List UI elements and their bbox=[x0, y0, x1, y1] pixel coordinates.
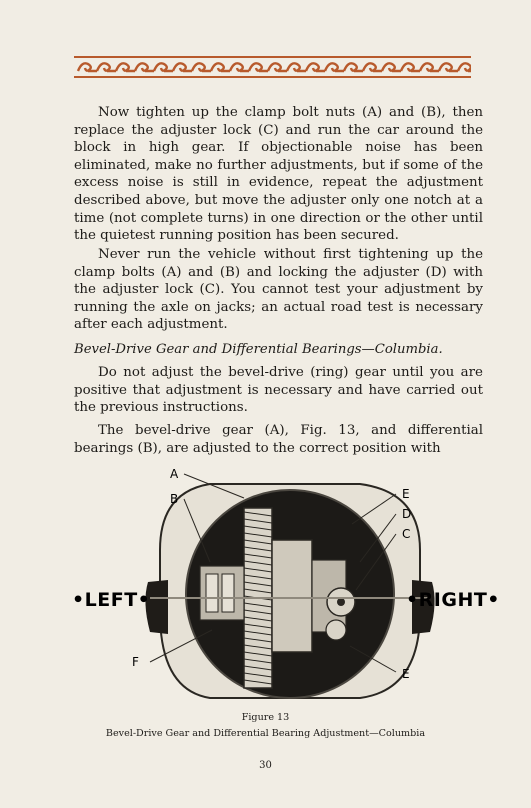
label-b: B bbox=[170, 492, 179, 506]
paragraph-4-block bbox=[74, 422, 483, 457]
differential-diagram bbox=[0, 462, 531, 720]
section-heading: Bevel-Drive Gear and Differential Bearings—Columbia. bbox=[74, 342, 443, 357]
paragraph-2-block bbox=[74, 246, 483, 334]
label-a: A bbox=[170, 467, 179, 481]
paragraph-2: Never run the vehicle without first tightening up the clamp bolts (A) and (B) and locking the adjuster (D) with the adjuster lock (C). You cannot test your adjustment by running the axle on jacks; an actual road test is necessary after each adjustment. bbox=[74, 247, 483, 333]
figure-number: Figure 13 bbox=[241, 712, 290, 723]
paragraph-3: Do not adjust the bevel-drive (ring) gear until you are positive that adjustment is necessary and have carried out the previous instructions. bbox=[74, 365, 483, 416]
page-number: 30 bbox=[259, 760, 272, 771]
label-e-top: E bbox=[402, 487, 410, 501]
paragraph-3-block bbox=[74, 364, 483, 417]
label-f: F bbox=[132, 655, 139, 669]
decorative-wave-border bbox=[74, 56, 471, 78]
label-c: C bbox=[402, 527, 411, 541]
paragraph-1: Now tighten up the clamp bolt nuts (A) and (B), then replace the adjuster lock (C) and run the car around the block in high gear. If objectionable noise has been eliminated, make no further adjustments, but if some of the excess noise is still in evidence, repeat the adjustment described above, but move the adjuster only one notch at a time (not complete turns) in one direction or the other until the quietest running position has been secured. bbox=[74, 105, 483, 244]
label-e-bottom: E bbox=[402, 667, 410, 681]
right-label: •RIGHT• bbox=[406, 589, 500, 611]
figure-caption: Bevel-Drive Gear and Differential Bearing Adjustment—Columbia bbox=[105, 728, 426, 739]
paragraph-4: The bevel-drive gear (A), Fig. 13, and differential bearings (B), are adjusted to the correct position with bbox=[74, 423, 483, 456]
paragraph-1-block bbox=[74, 104, 483, 245]
figure-13-illustration bbox=[0, 462, 531, 720]
wave-border-icon bbox=[74, 58, 471, 76]
label-d: D bbox=[402, 507, 412, 521]
left-label: •LEFT• bbox=[72, 589, 151, 611]
